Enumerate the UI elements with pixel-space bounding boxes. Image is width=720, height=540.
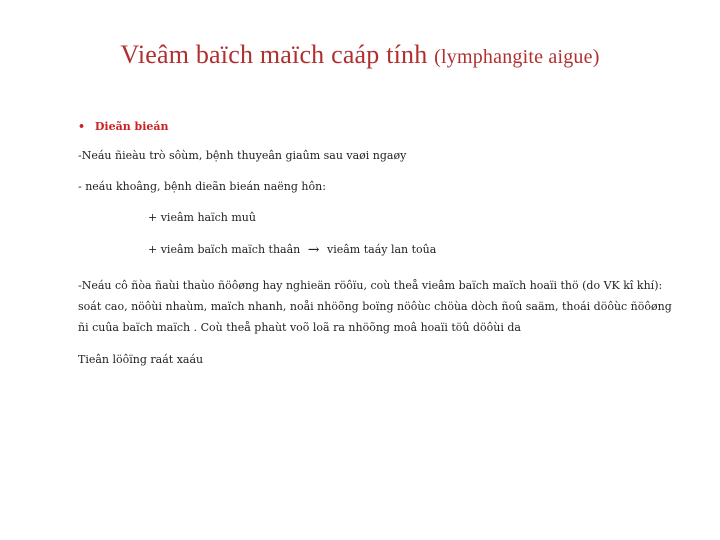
sub-item-2-after: vieâm taáy lan toûa bbox=[327, 243, 437, 257]
bullet-heading-text: Dieãn bieán bbox=[94, 120, 169, 133]
text-paragraph: -Neáu cô ñòa ñaùi thaùo ñöôøng hay nghieän röôïu, coù theå vieâm baïch maïch hoaïi thö (do VK kî khí): soát cao, nöôùi nhaùm, maïch nhanh, noåi nhöõng boïng nöôùc chöùa dòch ñoû saäm, thoái döôùc ñöôøng ñi cuûa baïch maïch . Coù theå phaùt voõ loã ra nhöõng moâ hoaïi töû döôùi da bbox=[78, 279, 672, 335]
sub-item-2-before: + vieâm baïch maïch thaân bbox=[148, 243, 301, 257]
text-line-2: - neáu khoâng, bệnh dieãn bieán naëng hôn: bbox=[78, 179, 326, 193]
title-subtitle: (lymphangite aigue) bbox=[434, 46, 600, 68]
text-line-1: -Neáu ñieàu trò sôùm, bệnh thuyeân giaûm sau vaøi ngaøy bbox=[78, 148, 407, 162]
title-main: Vieâm baïch maïch caáp tính bbox=[120, 40, 428, 69]
sub-item-2 bbox=[78, 241, 680, 260]
text-last-line: Tieân löôïng raát xaáu bbox=[78, 352, 204, 366]
bullet-heading bbox=[78, 120, 680, 135]
slide-content bbox=[78, 120, 680, 384]
sub-item-1: + vieâm haïch muû bbox=[148, 210, 256, 224]
bullet-icon: • bbox=[78, 120, 86, 133]
arrow-right-icon: → bbox=[307, 242, 320, 259]
slide-title bbox=[0, 40, 720, 70]
